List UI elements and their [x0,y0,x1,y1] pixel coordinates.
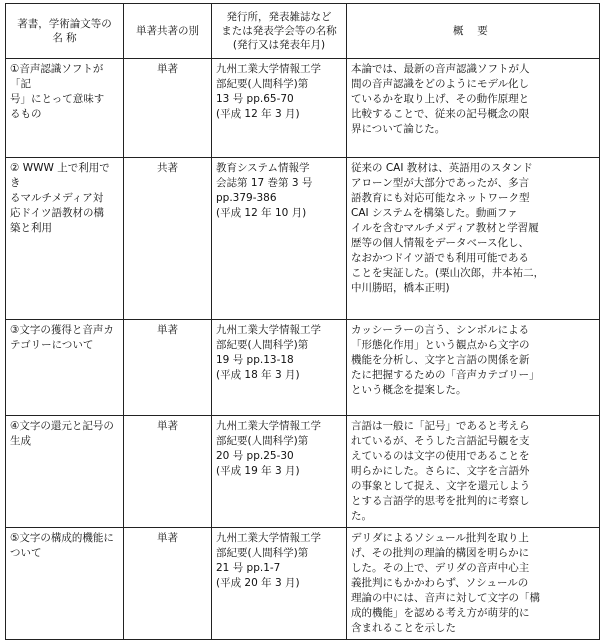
authorship-type: 単著 [157,63,178,75]
header-title [6,4,124,59]
summary-cell [347,320,600,416]
summary-text: デリダによるソシュール批判を取り上 げ、その批判の理論的構図を明らかに した。その上で、デリダの音声中心主 義批判にもかかわらず、ソシュールの 理論の中には、音声に対して文字の「構 成的機能」を認める考え方が萌芽的に 含まれることを示した [351,532,540,634]
header-type-label: 単著共著の別 [136,25,199,37]
header-pub-line2: または発表学会等の名称 [221,25,337,37]
summary-cell [347,59,600,158]
work-title: ⑤文字の構成的機能に ついて [10,532,114,559]
publication-info: 九州工業大学情報工学 部紀要(人間科学)第 13 号 pp.65-70 (平成 12 年 3 月) [216,63,321,120]
summary-cell [347,528,600,640]
authorship-cell [124,59,212,158]
header-row [6,4,600,59]
summary-text: カッシーラーの言う、シンボルによる 「形態化作用」という観点から文字の 機能を分析し、文字と言語の関係を新 たに把握するための「音声カテゴリー」 という概念を提案した。 [351,324,540,396]
summary-cell [347,158,600,320]
authorship-type: 単著 [157,420,178,432]
authorship-type: 単著 [157,532,178,544]
work-title: ③文字の獲得と音声カ テゴリーについて [10,324,114,351]
publication-cell [212,416,347,528]
publication-info: 九州工業大学情報工学 部紀要(人間科学)第 19 号 pp.13-18 (平成 18 年 3 月) [216,324,321,381]
publication-info: 九州工業大学情報工学 部紀要(人間科学)第 21 号 pp.1-7 (平成 20 年 3 月) [216,532,321,589]
summary-text: 言語は一般に「記号」であると考えら れているが、そうした言語記号観を支 えているのは文字の使用であることを 明らかにした。さらに、文字を言語外 の事象として捉え、文字を還元しよう とする言語学的思考を批判的に考察し た。 [351,420,531,522]
publication-info: 教育システム情報学 会誌第 17 巻第 3 号 pp.379-386 (平成 12 年 10 月) [216,162,313,219]
publication-cell [212,528,347,640]
work-title: ② WWW 上で利用でき るマルチメディア対 応ドイツ語教材の構 築と利用 [10,162,110,234]
summary-cell [347,416,600,528]
summary-text: 従来の CAI 教材は、英語用のスタンド アローン型が大部分であったが、多言 語教育にも対応可能なネットワーク型 CAI システムを構築した。動画ファ イルを含むマルチメディア教材と学習履 歴等の個人情報をデータベース化し、 なおかつドイツ語でも利用可能である ことを実証した。(栗山次郎，井本祐二， 中川勝昭，橋本正明) [351,162,545,294]
work-title-cell [6,416,124,528]
authorship-type: 共著 [157,162,178,174]
publication-cell [212,320,347,416]
header-publication [212,4,347,59]
header-pub-line3: (発行又は発表年月) [232,39,326,51]
work-title-cell [6,320,124,416]
work-title: ①音声認識ソフトが「記 号」にとって意味す るもの [10,63,105,120]
header-summary [347,4,600,59]
work-title-cell [6,158,124,320]
header-pub-line1: 発行所，発表雑誌など [226,11,332,23]
work-title-cell [6,528,124,640]
header-type [124,4,212,59]
table-row [6,416,600,528]
header-title-line2: 名 称 [52,32,77,44]
authorship-cell [124,158,212,320]
table-row [6,320,600,416]
table-row [6,59,600,158]
header-title-line1: 著書，学術論文等の [17,18,112,30]
table-row [6,528,600,640]
table-row [6,158,600,320]
authorship-cell [124,416,212,528]
authorship-cell [124,528,212,640]
header-summary-label: 概 要 [452,25,494,37]
publication-info: 九州工業大学情報工学 部紀要(人間科学)第 20 号 pp.25-30 (平成 19 年 3 月) [216,420,321,477]
work-title-cell [6,59,124,158]
publication-cell [212,158,347,320]
publication-cell [212,59,347,158]
publications-table-wrapper [5,3,599,640]
work-title: ④文字の還元と記号の 生成 [10,420,114,447]
authorship-cell [124,320,212,416]
publications-table [5,3,600,640]
summary-text: 本論では、最新の音声認識ソフトが人 間の音声認識をどのようにモデル化し ているかを取り上げ、その動作原理と 比較することで、従来の記号概念の限 界について論じた。 [351,63,530,135]
authorship-type: 単著 [157,324,178,336]
